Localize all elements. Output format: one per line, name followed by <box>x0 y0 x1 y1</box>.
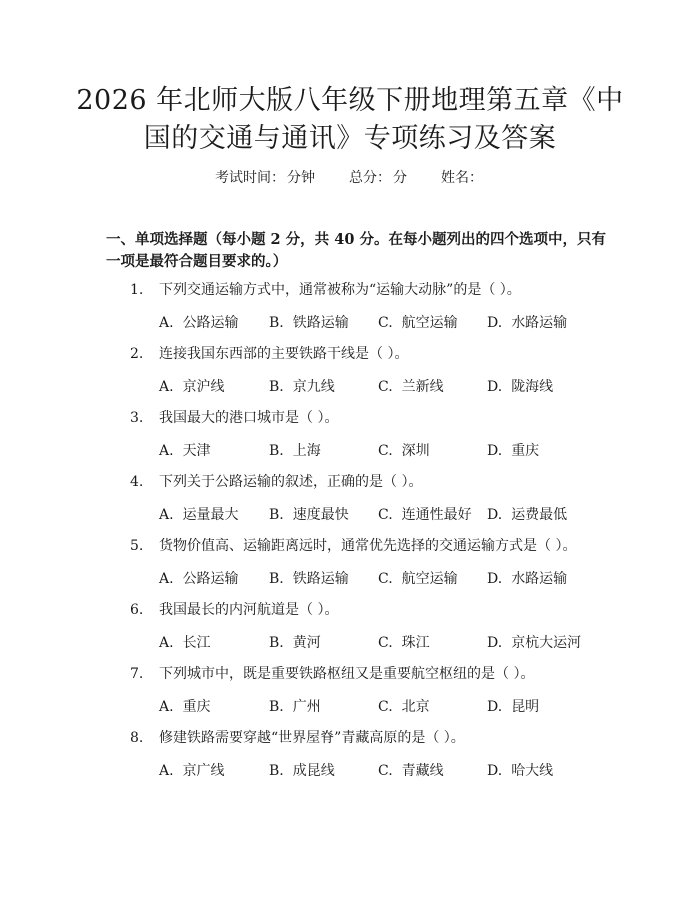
option-letter: C. <box>378 571 393 587</box>
option-text: 兰新线 <box>401 379 444 395</box>
answer-option <box>159 761 225 781</box>
option-letter: B. <box>269 379 284 395</box>
question-number: 5. <box>130 538 144 554</box>
question-text: 下列交通运输方式中，通常被称为“运输大动脉”的是（ ）。 <box>159 282 521 298</box>
answer-option <box>159 441 211 461</box>
answer-option <box>487 569 567 589</box>
question-text: 连接我国东西部的主要铁路干线是（ ）。 <box>159 346 409 362</box>
total-score-unit: 分 <box>393 170 407 186</box>
option-text: 连通性最好 <box>401 507 472 523</box>
answer-option <box>378 633 430 653</box>
option-text: 黄河 <box>292 635 321 651</box>
answer-option <box>159 313 239 333</box>
question-text: 下列城市中，既是重要铁路枢纽又是重要航空枢纽的是（ ）。 <box>159 666 535 682</box>
option-letter: D. <box>487 379 503 395</box>
option-text: 水路运输 <box>511 315 568 331</box>
answer-option <box>378 761 444 781</box>
question-item <box>0 472 700 536</box>
exam-time-field <box>215 169 315 187</box>
option-text: 京广线 <box>182 763 225 779</box>
option-text: 运费最低 <box>511 507 568 523</box>
option-text: 京九线 <box>292 379 335 395</box>
option-text: 深圳 <box>401 443 430 459</box>
answer-option <box>378 697 430 717</box>
option-text: 京杭大运河 <box>511 635 582 651</box>
answer-option <box>269 697 321 717</box>
question-item <box>0 728 700 792</box>
question-item <box>0 344 700 408</box>
option-letter: A. <box>159 763 174 779</box>
question-item <box>0 536 700 600</box>
option-letter: A. <box>159 507 174 523</box>
question-number: 3. <box>130 410 144 426</box>
option-text: 广州 <box>292 699 321 715</box>
title-line-1: 2026 年北师大版八年级下册地理第五章《中 <box>76 85 624 116</box>
option-letter: D. <box>487 635 503 651</box>
question-item <box>0 600 700 664</box>
option-letter: D. <box>487 763 503 779</box>
answer-option <box>269 313 349 333</box>
option-text: 哈大线 <box>511 763 554 779</box>
option-letter: C. <box>378 379 393 395</box>
question-text: 货物价值高、运输距离远时，通常优先选择的交通运输方式是（ ）。 <box>159 538 577 554</box>
total-score-label: 总分： <box>349 170 391 186</box>
option-text: 公路运输 <box>182 571 239 587</box>
answer-option <box>269 633 321 653</box>
question-text: 我国最大的港口城市是（ ）。 <box>159 410 339 426</box>
option-letter: D. <box>487 315 503 331</box>
option-text: 京沪线 <box>182 379 225 395</box>
answer-option <box>159 377 225 397</box>
option-text: 运量最大 <box>182 507 239 523</box>
answer-option <box>378 441 430 461</box>
answer-option <box>378 377 444 397</box>
question-number: 7. <box>130 666 144 682</box>
document-title <box>60 82 640 158</box>
option-letter: C. <box>378 763 393 779</box>
option-text: 重庆 <box>511 443 540 459</box>
name-field <box>441 169 485 187</box>
answer-option <box>269 761 335 781</box>
answer-option <box>378 313 458 333</box>
option-text: 公路运输 <box>182 315 239 331</box>
option-text: 北京 <box>401 699 430 715</box>
option-letter: D. <box>487 443 503 459</box>
answer-option <box>378 505 472 525</box>
option-letter: C. <box>378 443 393 459</box>
option-text: 速度最快 <box>292 507 349 523</box>
question-list <box>0 280 700 792</box>
question-text: 我国最长的内河航道是（ ）。 <box>159 602 339 618</box>
option-text: 航空运输 <box>401 315 458 331</box>
option-text: 昆明 <box>511 699 540 715</box>
answer-option <box>269 569 349 589</box>
question-number: 8. <box>130 730 144 746</box>
name-label: 姓名： <box>441 170 483 186</box>
option-letter: B. <box>269 699 284 715</box>
exam-time-label: 考试时间： <box>215 170 285 186</box>
exam-info-row <box>0 169 700 187</box>
option-text: 水路运输 <box>511 571 568 587</box>
title-line-2: 国的交通与通讯》专项练习及答案 <box>143 123 557 154</box>
option-text: 重庆 <box>182 699 211 715</box>
option-letter: C. <box>378 507 393 523</box>
option-text: 天津 <box>182 443 211 459</box>
option-letter: A. <box>159 635 174 651</box>
answer-option <box>487 313 567 333</box>
answer-option <box>159 569 239 589</box>
question-item <box>0 280 700 344</box>
option-letter: A. <box>159 699 174 715</box>
question-number: 2. <box>130 346 144 362</box>
option-letter: B. <box>269 443 284 459</box>
answer-option <box>269 505 349 525</box>
option-text: 陇海线 <box>511 379 554 395</box>
option-letter: B. <box>269 571 284 587</box>
question-number: 1. <box>130 282 144 298</box>
question-number: 6. <box>130 602 144 618</box>
answer-option <box>487 505 567 525</box>
option-letter: A. <box>159 315 174 331</box>
option-letter: B. <box>269 315 284 331</box>
exam-time-unit: 分钟 <box>287 170 315 186</box>
option-letter: D. <box>487 571 503 587</box>
option-letter: D. <box>487 507 503 523</box>
answer-option <box>487 441 539 461</box>
answer-option <box>487 697 539 717</box>
option-text: 珠江 <box>401 635 430 651</box>
option-letter: B. <box>269 507 284 523</box>
option-letter: B. <box>269 763 284 779</box>
question-text: 修建铁路需要穿越“世界屋脊”青藏高原的是（ ）。 <box>159 730 465 746</box>
option-letter: A. <box>159 443 174 459</box>
total-score-field <box>349 169 407 187</box>
question-item <box>0 664 700 728</box>
question-text: 下列关于公路运输的叙述，正确的是（ ）。 <box>159 474 423 490</box>
option-text: 成昆线 <box>292 763 335 779</box>
answer-option <box>487 377 553 397</box>
option-letter: B. <box>269 635 284 651</box>
answer-option <box>269 377 335 397</box>
option-letter: A. <box>159 379 174 395</box>
option-text: 铁路运输 <box>292 571 349 587</box>
option-letter: C. <box>378 699 393 715</box>
answer-option <box>487 761 553 781</box>
option-text: 青藏线 <box>401 763 444 779</box>
answer-option <box>159 633 211 653</box>
answer-option <box>159 697 211 717</box>
option-text: 航空运输 <box>401 571 458 587</box>
answer-option <box>487 633 581 653</box>
question-number: 4. <box>130 474 144 490</box>
answer-option <box>269 441 321 461</box>
option-text: 长江 <box>182 635 211 651</box>
question-item <box>0 408 700 472</box>
section-heading: 一、单项选择题（每小题 2 分，共 40 分。在每小题列出的四个选项中，只有一项是最符合题目要求的。） <box>106 231 606 270</box>
option-letter: C. <box>378 635 393 651</box>
option-letter: C. <box>378 315 393 331</box>
option-text: 上海 <box>292 443 321 459</box>
option-letter: D. <box>487 699 503 715</box>
option-text: 铁路运输 <box>292 315 349 331</box>
answer-option <box>378 569 458 589</box>
option-letter: A. <box>159 571 174 587</box>
answer-option <box>159 505 239 525</box>
